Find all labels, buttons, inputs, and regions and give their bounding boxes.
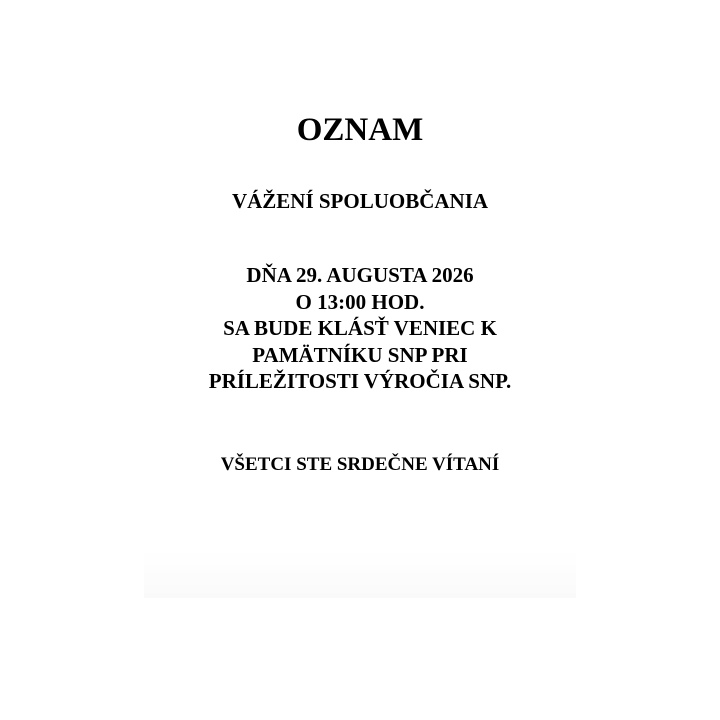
notice-body-line: O 13:00 HOD.	[295, 289, 425, 314]
notice-closing: VŠETCI STE SRDEČNE VÍTANÍ	[220, 454, 500, 475]
notice-greeting: VÁŽENÍ SPOLUOBČANIA	[231, 189, 489, 213]
notice-body-line: PRÍLEŽITOSTI VÝROČIA SNP.	[208, 369, 512, 393]
page-bottom-shade	[144, 548, 576, 598]
notice-body-line: PAMÄTNÍKU SNP PRI	[252, 342, 468, 367]
notice-body	[0, 262, 720, 395]
notice-title: OZNAM	[296, 112, 424, 148]
notice-body-line: DŇA 29. AUGUSTA 2026	[246, 263, 474, 287]
notice-body-line: SA BUDE KLÁSŤ VENIEC K	[223, 316, 497, 340]
